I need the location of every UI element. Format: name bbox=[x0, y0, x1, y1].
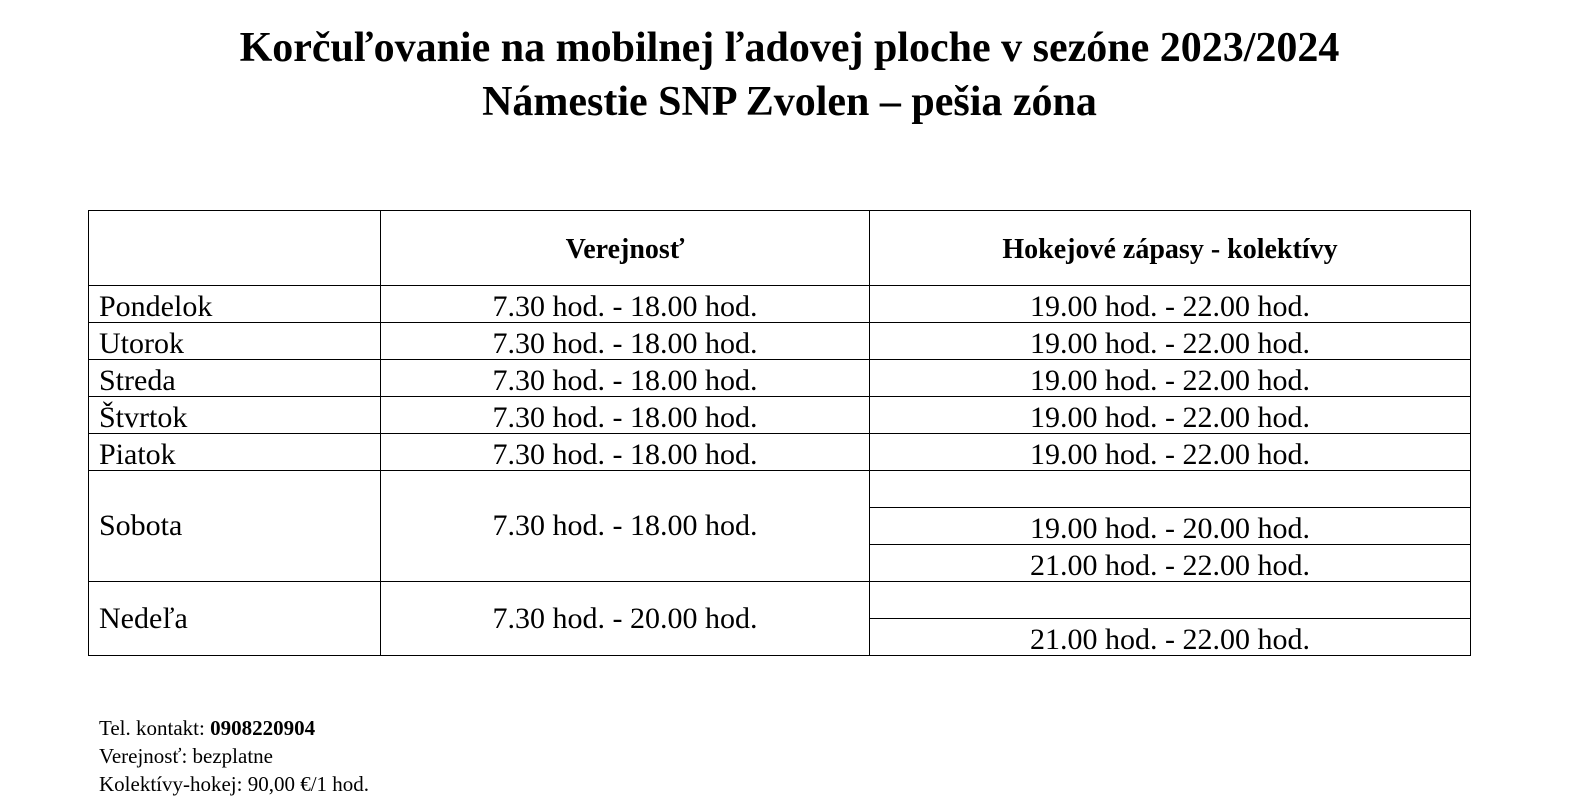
hockey-hours-cell: 21.00 hod. - 22.00 hod. bbox=[870, 545, 1471, 582]
contact-phone: 0908220904 bbox=[210, 716, 316, 740]
page-subtitle: Námestie SNP Zvolen – pešia zóna bbox=[482, 79, 1097, 125]
hockey-hours-cell: 21.00 hod. - 22.00 hod. bbox=[870, 619, 1471, 656]
table-row bbox=[89, 471, 1471, 508]
header-day bbox=[89, 211, 381, 286]
table-row bbox=[89, 286, 1471, 323]
hockey-hours-cell: 19.00 hod. - 22.00 hod. bbox=[870, 323, 1471, 360]
public-hours-cell: 7.30 hod. - 18.00 hod. bbox=[381, 471, 870, 582]
table-row bbox=[89, 360, 1471, 397]
table-row bbox=[89, 323, 1471, 360]
hockey-hours-cell: 19.00 hod. - 22.00 hod. bbox=[870, 434, 1471, 471]
hockey-hours-cell: 19.00 hod. - 20.00 hod. bbox=[870, 508, 1471, 545]
header-public: Verejnosť bbox=[381, 211, 870, 286]
day-cell: Streda bbox=[89, 360, 381, 397]
day-cell: Piatok bbox=[89, 434, 381, 471]
hockey-hours-cell: 19.00 hod. - 22.00 hod. bbox=[870, 397, 1471, 434]
hockey-hours-cell: 19.00 hod. - 22.00 hod. bbox=[870, 286, 1471, 323]
footer-notes bbox=[99, 714, 369, 798]
header-hockey: Hokejové zápasy - kolektívy bbox=[870, 211, 1471, 286]
hockey-price-note: Kolektívy-hokej: 90,00 €/1 hod. bbox=[99, 772, 370, 796]
hockey-hours-cell bbox=[870, 582, 1471, 619]
public-hours-cell: 7.30 hod. - 18.00 hod. bbox=[381, 397, 870, 434]
hockey-hours-cell bbox=[870, 471, 1471, 508]
public-hours-cell: 7.30 hod. - 18.00 hod. bbox=[381, 360, 870, 397]
table-row bbox=[89, 582, 1471, 619]
hockey-hours-cell: 19.00 hod. - 22.00 hod. bbox=[870, 360, 1471, 397]
day-cell: Utorok bbox=[89, 323, 381, 360]
contact-line bbox=[99, 714, 369, 742]
public-hours-cell: 7.30 hod. - 18.00 hod. bbox=[381, 434, 870, 471]
table-header-row bbox=[89, 211, 1471, 286]
public-hours-cell: 7.30 hod. - 18.00 hod. bbox=[381, 286, 870, 323]
schedule-table bbox=[88, 210, 1471, 656]
day-cell: Štvrtok bbox=[89, 397, 381, 434]
day-cell: Pondelok bbox=[89, 286, 381, 323]
public-hours-cell: 7.30 hod. - 20.00 hod. bbox=[381, 582, 870, 656]
table-row bbox=[89, 397, 1471, 434]
public-hours-cell: 7.30 hod. - 18.00 hod. bbox=[381, 323, 870, 360]
table-row bbox=[89, 434, 1471, 471]
day-cell: Nedeľa bbox=[89, 582, 381, 656]
page-title: Korčuľovanie na mobilnej ľadovej ploche v sezóne 2023/2024 bbox=[239, 25, 1340, 71]
day-cell: Sobota bbox=[89, 471, 381, 582]
public-price-note: Verejnosť: bezplatne bbox=[99, 744, 273, 768]
contact-label: Tel. kontakt: bbox=[99, 716, 211, 740]
